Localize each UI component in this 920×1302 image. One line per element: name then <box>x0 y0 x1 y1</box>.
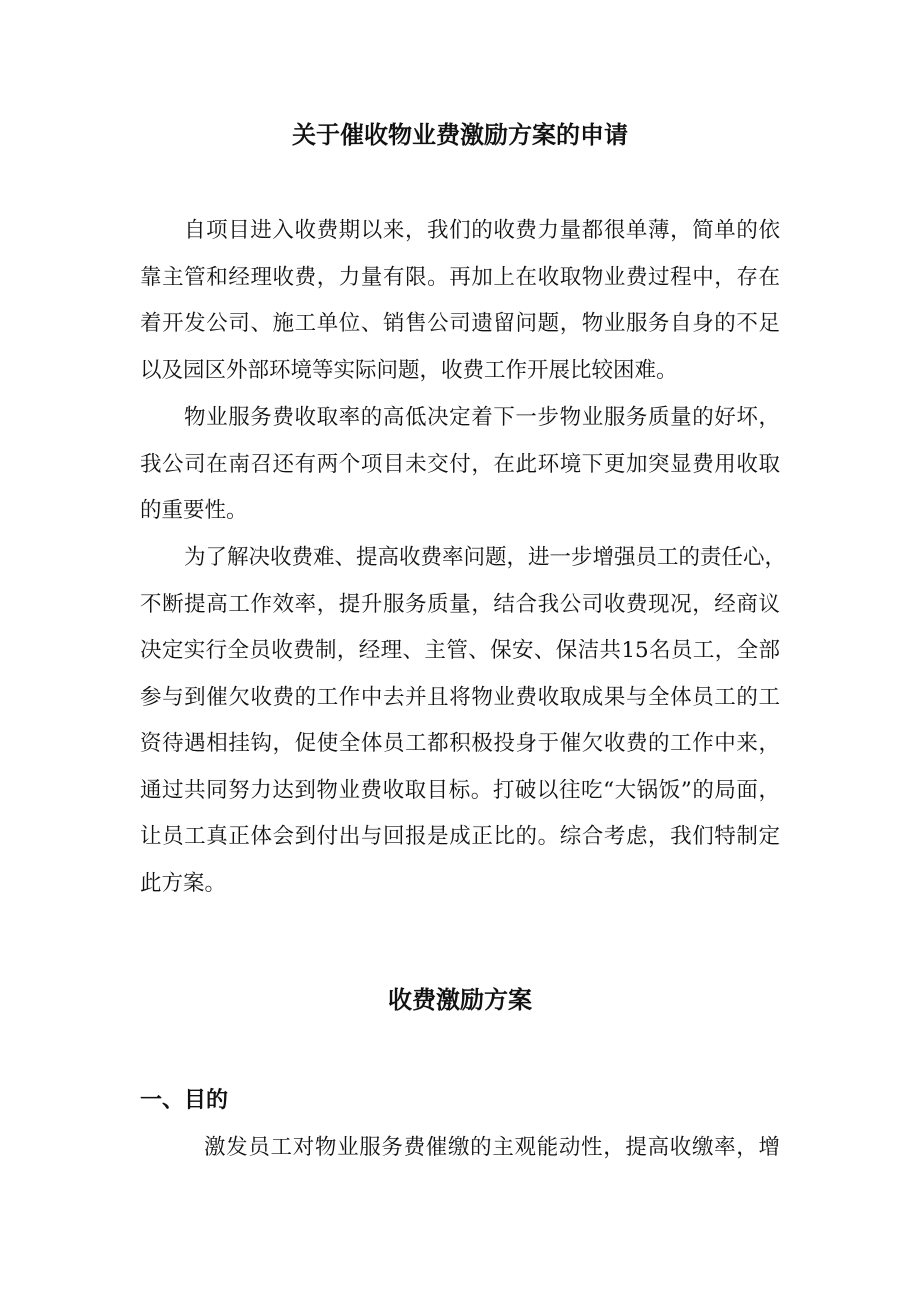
paragraph-line: 着开发公司、施工单位、销售公司遗留问题，物业服务自身的不足 <box>140 311 780 336</box>
paragraph-line: 我公司在南召还有两个项目未交付，在此环境下更加突显费用收取 <box>140 451 780 477</box>
paragraph-line: 自项目进入收费期以来，我们的收费力量都很单薄，简单的依 <box>184 218 780 243</box>
paragraph-line: 此方案。 <box>140 870 227 896</box>
paragraph-line: 不断提高工作效率，提升服务质量，结合我公司收费现况，经商议 <box>140 591 780 617</box>
purpose-paragraph <box>140 1125 780 1172</box>
paragraph-line: 参与到催欠收费的工作中去并且将物业费收取成果与全体员工的工 <box>140 684 780 710</box>
paragraph-line: 为了解决收费难、提高收费率问题，进一步增强员工的责任心， <box>184 545 787 570</box>
paragraph-line: 让员工真正体会到付出与回报是成正比的。综合考虑，我们特制定 <box>140 824 780 849</box>
paragraph-line: 决定实行全员收费制，经理、主管、保安、保洁共15名员工，全部 <box>140 638 780 663</box>
document-title: 关于催收物业费激励方案的申请 <box>292 120 628 149</box>
paragraph-line: 激发员工对物业服务费催缴的主观能动性，提高收缴率，增 <box>204 1135 780 1160</box>
heading-purpose: 一、目的 <box>140 1087 229 1113</box>
paragraph-line: 通过共同努力达到物业费收取目标。打破以往吃“大锅饭”的局面， <box>140 777 780 803</box>
paragraph-line: 靠主管和经理收费，力量有限。再加上在收取物业费过程中，存在 <box>140 264 780 290</box>
intro-paragraph-3 <box>140 535 787 907</box>
section-title: 收费激励方案 <box>388 985 532 1014</box>
paragraph-line: 物业服务费收取率的高低决定着下一步物业服务质量的好坏， <box>184 405 780 430</box>
paragraph-line: 资待遇相挂钩，促使全体员工都积极投身于催欠收费的工作中来， <box>140 731 780 756</box>
intro-paragraph-1 <box>140 208 780 394</box>
paragraph-line: 以及园区外部环境等实际问题，收费工作开展比较困难。 <box>140 357 678 383</box>
intro-paragraph-2 <box>140 395 780 535</box>
paragraph-line: 的重要性。 <box>140 498 248 523</box>
